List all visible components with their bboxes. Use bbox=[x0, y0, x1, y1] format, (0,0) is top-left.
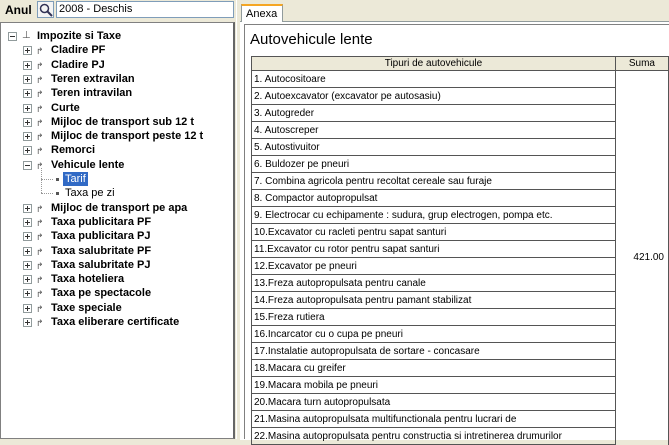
vehicle-type-cell: 19.Macara mobila pe pneuri bbox=[252, 377, 616, 394]
expand-icon[interactable] bbox=[23, 104, 32, 113]
node-arrow-icon: ↰ bbox=[36, 289, 44, 299]
leaf-icon bbox=[56, 178, 59, 181]
tree-subitem-label: Tarif bbox=[65, 173, 86, 185]
vehicle-type-cell: 15.Freza rutiera bbox=[252, 309, 616, 326]
tree-root[interactable] bbox=[1, 29, 231, 43]
table-row[interactable] bbox=[252, 156, 669, 173]
tree-item-label: Cladire PJ bbox=[51, 59, 105, 71]
node-arrow-icon: ↰ bbox=[36, 304, 44, 314]
vehicle-type-cell: 9. Electrocar cu echipamente : sudura, grup electrogen, pompa etc. bbox=[252, 207, 616, 224]
table-row[interactable] bbox=[252, 88, 669, 105]
node-arrow-icon: ↰ bbox=[36, 132, 44, 142]
node-arrow-icon: ↰ bbox=[36, 204, 44, 214]
tree-item-label: Mijloc de transport peste 12 t bbox=[51, 130, 204, 142]
expand-icon[interactable] bbox=[23, 75, 32, 84]
expand-icon[interactable] bbox=[23, 89, 32, 98]
table-row[interactable] bbox=[252, 173, 669, 190]
tree-item-label: Taxa salubritate PJ bbox=[51, 259, 151, 271]
expand-icon[interactable] bbox=[23, 275, 32, 284]
table-row[interactable] bbox=[252, 292, 669, 309]
node-arrow-icon: ↰ bbox=[36, 261, 44, 271]
tree-item-label: Taxa eliberare certificate bbox=[51, 316, 180, 328]
table-row[interactable] bbox=[252, 275, 669, 292]
tree-item[interactable] bbox=[1, 229, 231, 243]
node-arrow-icon: ↰ bbox=[36, 218, 44, 228]
search-button[interactable] bbox=[37, 1, 54, 18]
node-arrow-icon: ↰ bbox=[36, 318, 44, 328]
tree-item-label: Vehicule lente bbox=[51, 159, 125, 171]
table-row[interactable] bbox=[252, 343, 669, 360]
table-row[interactable] bbox=[252, 122, 669, 139]
page-title: Autovehicule lente bbox=[250, 31, 373, 48]
vehicle-type-cell: 16.Incarcator cu o cupa pe pneuri bbox=[252, 326, 616, 343]
vehicle-type-cell: 21.Masina autopropulsata multifunctionala pentru lucrari de bbox=[252, 411, 616, 428]
tree-item[interactable] bbox=[1, 115, 231, 129]
table-row[interactable] bbox=[252, 326, 669, 343]
tree-item[interactable] bbox=[1, 43, 231, 57]
leaf-icon bbox=[56, 192, 59, 195]
table-row[interactable] bbox=[252, 207, 669, 224]
vehicle-type-cell: 8. Compactor autopropulsat bbox=[252, 190, 616, 207]
toolbar bbox=[0, 0, 238, 20]
table-row[interactable] bbox=[252, 394, 669, 411]
node-arrow-icon: ↰ bbox=[36, 46, 44, 56]
vehicle-type-cell: 12.Excavator pe pneuri bbox=[252, 258, 616, 275]
tree-connector bbox=[41, 179, 53, 180]
tree-item[interactable] bbox=[1, 58, 231, 72]
sum-cell[interactable]: 421.00 bbox=[615, 71, 668, 445]
expand-icon[interactable] bbox=[23, 118, 32, 127]
tree-item-label: Taxa salubritate PF bbox=[51, 245, 152, 257]
tree-item[interactable] bbox=[1, 158, 231, 172]
expand-icon[interactable] bbox=[23, 247, 32, 256]
column-header-type: Tipuri de autovehicule bbox=[252, 57, 616, 71]
expand-icon[interactable] bbox=[23, 204, 32, 213]
table-row[interactable] bbox=[252, 360, 669, 377]
tree-subitem-label: Taxa pe zi bbox=[65, 187, 115, 199]
table-row[interactable] bbox=[252, 258, 669, 275]
tree-connector bbox=[41, 193, 53, 194]
table-row[interactable] bbox=[252, 139, 669, 156]
node-arrow-icon: ↰ bbox=[36, 61, 44, 71]
tree-item[interactable] bbox=[1, 129, 231, 143]
tree-item-label: Mijloc de transport sub 12 t bbox=[51, 116, 195, 128]
vehicle-type-cell: 13.Freza autopropulsata pentru canale bbox=[252, 275, 616, 292]
tree-item[interactable] bbox=[1, 286, 231, 300]
collapse-icon[interactable] bbox=[23, 161, 32, 170]
tree-item[interactable] bbox=[1, 258, 231, 272]
magnifier-icon bbox=[39, 3, 53, 17]
expand-icon[interactable] bbox=[23, 261, 32, 270]
tree-item-label: Taxa hoteliera bbox=[51, 273, 125, 285]
vehicle-type-cell: 22.Masina autopropulsata pentru constructia si intretinerea drumurilor bbox=[252, 428, 616, 445]
tree-item-label: Taxa publicitara PF bbox=[51, 216, 152, 228]
tree-item[interactable] bbox=[1, 215, 231, 229]
collapse-icon[interactable] bbox=[8, 32, 17, 41]
node-arrow-icon: ↰ bbox=[36, 161, 44, 171]
expand-icon[interactable] bbox=[23, 146, 32, 155]
year-select[interactable]: 2008 - Deschis bbox=[56, 1, 234, 18]
vehicle-type-cell: 7. Combina agricola pentru recoltat cereale sau furaje bbox=[252, 173, 616, 190]
tree-item[interactable] bbox=[1, 143, 231, 157]
tree-item[interactable] bbox=[1, 272, 231, 286]
vehicle-type-cell: 10.Excavator cu racleti pentru sapat santuri bbox=[252, 224, 616, 241]
node-arrow-icon: ↰ bbox=[36, 232, 44, 242]
expand-icon[interactable] bbox=[23, 46, 32, 55]
table-row[interactable] bbox=[252, 241, 669, 258]
node-arrow-icon: ↰ bbox=[36, 104, 44, 114]
vehicle-type-cell: 18.Macara cu greifer bbox=[252, 360, 616, 377]
vehicle-type-cell: 3. Autogreder bbox=[252, 105, 616, 122]
expand-icon[interactable] bbox=[23, 232, 32, 241]
vehicle-type-cell: 2. Autoexcavator (excavator pe autosasiu) bbox=[252, 88, 616, 105]
vehicle-table bbox=[251, 56, 669, 445]
tree-panel bbox=[0, 22, 235, 439]
tree-item[interactable] bbox=[1, 86, 231, 100]
table-row[interactable] bbox=[252, 190, 669, 207]
tree-subitem[interactable] bbox=[1, 172, 231, 186]
vehicle-type-cell: 5. Autostivuitor bbox=[252, 139, 616, 156]
tree-item-label: Taxa pe spectacole bbox=[51, 287, 152, 299]
tree-item[interactable] bbox=[1, 72, 231, 86]
tree-item-label: Mijloc de transport pe apa bbox=[51, 202, 188, 214]
table-row[interactable] bbox=[252, 428, 669, 445]
tree-item[interactable] bbox=[1, 315, 231, 329]
vehicle-type-cell: 11.Excavator cu rotor pentru sapat santuri bbox=[252, 241, 616, 258]
node-arrow-icon: ↰ bbox=[36, 89, 44, 99]
table-row[interactable] bbox=[252, 71, 669, 88]
tree-item-label: Teren extravilan bbox=[51, 73, 135, 85]
tab-anexa[interactable]: Anexa bbox=[241, 4, 283, 22]
vehicle-type-cell: 20.Macara turn autopropulsata bbox=[252, 394, 616, 411]
tree-subitem[interactable] bbox=[1, 186, 231, 200]
tree-item-label: Curte bbox=[51, 102, 80, 114]
table-row[interactable] bbox=[252, 377, 669, 394]
node-arrow-icon: ↰ bbox=[36, 275, 44, 285]
table-row[interactable] bbox=[252, 309, 669, 326]
vehicle-type-cell: 14.Freza autopropulsata pentru pamant stabilizat bbox=[252, 292, 616, 309]
tree-item-label: Cladire PF bbox=[51, 44, 106, 56]
hierarchy-icon: ⊥ bbox=[22, 30, 31, 41]
tree-item[interactable] bbox=[1, 101, 231, 115]
table-row[interactable] bbox=[252, 224, 669, 241]
expand-icon[interactable] bbox=[23, 304, 32, 313]
tree-item-label: Taxa publicitara PJ bbox=[51, 230, 151, 242]
table-row[interactable] bbox=[252, 105, 669, 122]
vehicle-type-cell: 6. Buldozer pe pneuri bbox=[252, 156, 616, 173]
tree-item[interactable] bbox=[1, 201, 231, 215]
expand-icon[interactable] bbox=[23, 289, 32, 298]
table-row[interactable] bbox=[252, 411, 669, 428]
expand-icon[interactable] bbox=[23, 218, 32, 227]
tree-item-label: Teren intravilan bbox=[51, 87, 133, 99]
year-label: Anul bbox=[5, 3, 32, 17]
expand-icon[interactable] bbox=[23, 132, 32, 141]
vehicle-type-cell: 4. Autoscreper bbox=[252, 122, 616, 139]
tree-item-label: Remorci bbox=[51, 144, 96, 156]
tree-item-label: Taxe speciale bbox=[51, 302, 122, 314]
node-arrow-icon: ↰ bbox=[36, 247, 44, 257]
node-arrow-icon: ↰ bbox=[36, 146, 44, 156]
node-arrow-icon: ↰ bbox=[36, 75, 44, 85]
column-header-sum: Suma bbox=[615, 57, 668, 71]
vehicle-type-cell: 17.Instalatie autopropulsata de sortare - concasare bbox=[252, 343, 616, 360]
tree-item[interactable] bbox=[1, 244, 231, 258]
tree-root-label: Impozite si Taxe bbox=[37, 30, 122, 42]
expand-icon[interactable] bbox=[23, 61, 32, 70]
node-arrow-icon: ↰ bbox=[36, 118, 44, 128]
expand-icon[interactable] bbox=[23, 318, 32, 327]
tree-item[interactable] bbox=[1, 301, 231, 315]
tree-connector bbox=[41, 168, 42, 193]
vehicle-type-cell: 1. Autocositoare bbox=[252, 71, 616, 88]
